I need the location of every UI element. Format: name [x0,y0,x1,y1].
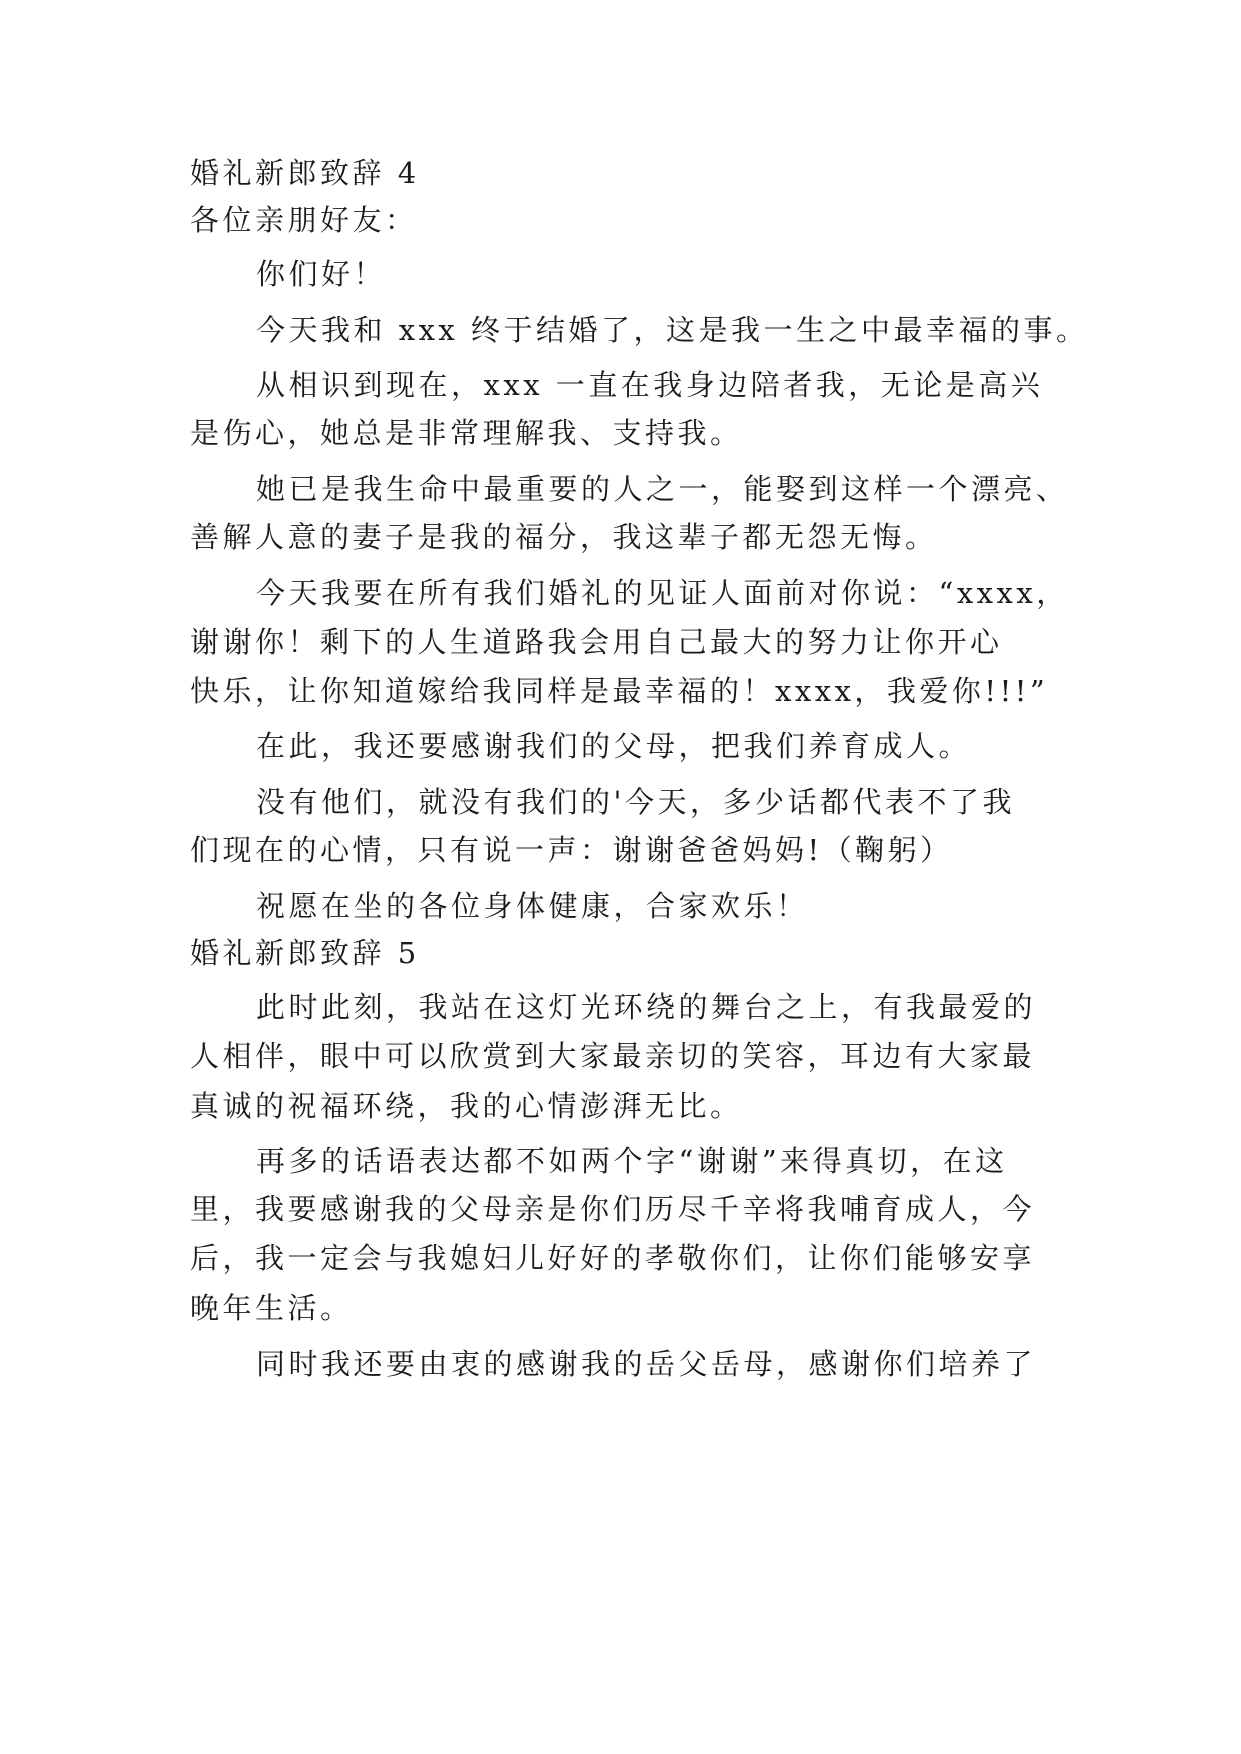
section-heading-4: 婚礼新郎致辞 4 [190,156,420,190]
paragraph-line: 你们好！ [256,257,387,291]
paragraph-line: 快乐，让你知道嫁给我同样是最幸福的！xxxx，我爱你!!!” [190,674,1049,708]
paragraph-line: 是伤心，她总是非常理解我、支持我。 [190,416,743,450]
paragraph-line: 晚年生活。 [190,1291,353,1325]
paragraph-line: 们现在的心情，只有说一声：谢谢爸爸妈妈!（鞠躬） [190,833,953,867]
paragraph-line: 再多的话语表达都不如两个字“谢谢”来得真切，在这 [256,1144,1008,1178]
section-heading-5: 婚礼新郎致辞 5 [190,936,420,970]
salutation: 各位亲朋好友： [190,203,418,237]
paragraph-line: 此时此刻，我站在这灯光环绕的舞台之上，有我最爱的 [256,990,1037,1024]
paragraph-line: 真诚的祝福环绕，我的心情澎湃无比。 [190,1089,743,1123]
paragraph-line: 后，我一定会与我媳妇儿好好的孝敬你们，让你们能够安享 [190,1241,1036,1275]
paragraph-line: 她已是我生命中最重要的人之一，能娶到这样一个漂亮、 [256,472,1069,506]
paragraph-line: 里，我要感谢我的父母亲是你们历尽千辛将我哺育成人，今 [190,1192,1036,1226]
paragraph-line: 善解人意的妻子是我的福分，我这辈子都无怨无悔。 [190,520,938,554]
paragraph-line: 今天我和 xxx 终于结婚了，这是我一生之中最幸福的事。 [256,313,1089,347]
paragraph-line: 从相识到现在，xxx 一直在我身边陪者我，无论是高兴 [256,368,1044,402]
paragraph-line: 没有他们，就没有我们的'今天，多少话都代表不了我 [256,785,1015,819]
paragraph-line: 今天我要在所有我们婚礼的见证人面前对你说：“xxxx， [256,576,1069,610]
paragraph-line: 谢谢你！剩下的人生道路我会用自己最大的努力让你开心 [190,625,1003,659]
paragraph-line: 祝愿在坐的各位身体健康，合家欢乐！ [256,889,809,923]
paragraph-line: 人相伴，眼中可以欣赏到大家最亲切的笑容，耳边有大家最 [190,1039,1036,1073]
paragraph-line: 在此，我还要感谢我们的父母，把我们养育成人。 [256,729,972,763]
paragraph-line: 同时我还要由衷的感谢我的岳父岳母，感谢你们培养了 [256,1347,1037,1381]
